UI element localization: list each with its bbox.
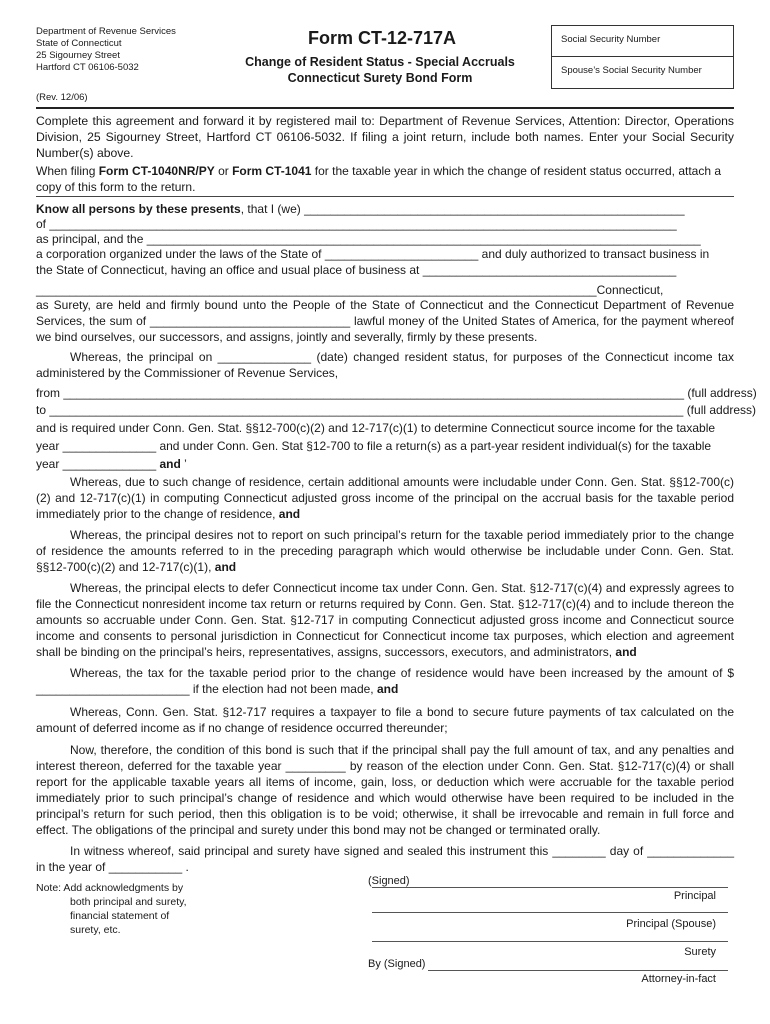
dept-line: Department of Revenue Services — [36, 26, 176, 37]
whereas-statute-paragraph: Whereas, Conn. Gen. Stat. §12-717 requires a taxpayer to file a bond to secure future payments of tax calculated on the amount of deferred income as if no change of residence occurred thereunder; — [36, 705, 734, 735]
divider — [36, 196, 734, 197]
text: Whereas, the principal elects to defer Connecticut income tax under Conn. Gen. Stat. §12-717(c)(4) and expressly agrees to file the Connecticut nonresident income tax return or returns required by Conn. Gen. Stat. §12-717(c)(4) and to include thereon the amounts so accruable under Conn. Gen. Stat. §12-717 in computing Connecticut adjusted gross income and Connecticut source income and consents to personal jurisdiction in Connecticut for Connecticut income tax purposes, which election and agreement shall be binding on the principal’s heirs, representatives, assigns, successors, executors, and administrators, — [36, 581, 734, 659]
bond-line-of[interactable]: of ______________________________________________________________________________________________ — [36, 217, 677, 231]
note-line: surety, etc. — [70, 924, 121, 936]
surety-signature-line[interactable] — [372, 941, 728, 942]
principal-signature-line[interactable] — [372, 887, 728, 888]
dept-line: State of Connecticut — [36, 38, 122, 49]
required-line-1: and is required under Conn. Gen. Stat. §§12-700(c)(2) and 12-717(c)(1) to determine Connecticut source income for the taxable — [36, 421, 716, 435]
text: year ______________ — [36, 457, 160, 471]
conjunction: and — [615, 645, 637, 659]
text: or — [214, 164, 233, 178]
spouse-ssn-field[interactable] — [552, 57, 733, 88]
bond-line-state[interactable]: a corporation organized under the laws of the State of _______________________ and duly authorized to transact business in — [36, 247, 710, 261]
filing-instructions — [36, 163, 734, 195]
from-address-line[interactable]: from _____________________________________________________________________________________________ (full address) — [36, 386, 757, 400]
revision-date: (Rev. 12/06) — [36, 92, 88, 103]
ssn-box — [551, 25, 734, 89]
surety-paragraph: as Surety, are held and firmly bound unto the People of the State of Connecticut and the Connecticut Department of Revenue Services, the sum of ______________________________ lawful money of the United States of America, for the payment whereof we bind ourselves, our successors, and assigns, jointly and severally, firmly by these presents. — [36, 298, 734, 344]
note-line: Note: Add acknowledgments by — [36, 882, 184, 894]
note-line: financial statement of — [70, 910, 170, 922]
whereas-not-report-paragraph — [36, 527, 734, 575]
text: , that I (we) _________________________________________________________ — [240, 202, 685, 216]
form-subtitle — [220, 54, 540, 86]
principal-spouse-label: Principal (Spouse) — [626, 918, 716, 930]
whereas-elects-paragraph — [36, 580, 734, 660]
ssn-field[interactable] — [552, 26, 733, 57]
conjunction: and — [214, 560, 237, 574]
text: for the taxable year in which the change of resident status occurred, attach a copy of this form to the return. — [36, 164, 722, 194]
attorney-signature-line[interactable] — [428, 970, 728, 971]
to-address-line[interactable]: to _______________________________________________________________________________________________ (full address) — [36, 403, 757, 417]
subtitle-line-1: Change of Resident Status - Special Accruals — [245, 55, 515, 69]
spouse-signature-line[interactable] — [372, 912, 728, 913]
form-title: Form CT-12-717A — [308, 28, 457, 48]
text: Whereas, the principal desires not to report on such principal’s return for the taxable period immediately prior to the change of residence the amounts referred to in the preceding paragraph which would otherwise be includable under Conn. Gen. Stat. §§12-700(c)(2) and 12-717(c)(1), — [36, 528, 734, 574]
department-address — [36, 26, 176, 74]
surety-label: Surety — [684, 946, 716, 958]
note-line: both principal and surety, — [70, 896, 187, 908]
form-reference: Form CT-1040NR/PY — [98, 164, 215, 178]
by-signed-label: By (Signed) — [368, 958, 426, 970]
bond-line-business[interactable]: the State of Connecticut, having an office and usual place of business at ______________________________________ — [36, 263, 677, 277]
divider — [36, 107, 734, 109]
required-line-2[interactable]: year ______________ and under Conn. Gen. Stat §12-700 to file a return(s) as a part-year resident individual(s) for the taxable — [36, 439, 712, 453]
signed-label: (Signed) — [368, 875, 410, 887]
bond-line-surety[interactable]: as principal, and the ___________________________________________________________________________________ — [36, 232, 701, 246]
whereas-date-paragraph: Whereas, the principal on ______________ (date) changed resident status, for purposes of the Connecticut income tax administered by the Commissioner of Revenue Services, — [36, 350, 734, 380]
dept-line: Hartford CT 06106-5032 — [36, 62, 139, 73]
conjunction: and — [278, 507, 301, 521]
principal-label: Principal — [673, 890, 716, 902]
text: ’ — [180, 457, 187, 471]
spouse-ssn-label: Spouse’s Social Security Number — [561, 65, 702, 76]
text: Whereas, the tax for the taxable period prior to the change of residence would have been increased by the amount of $ _______________________ if the election had not been made, — [36, 666, 734, 696]
form-reference: Form CT-1041 — [232, 164, 312, 178]
text: When filing — [36, 164, 99, 178]
attorney-label: Attorney-in-fact — [641, 973, 716, 985]
whereas-amount-paragraph — [36, 665, 734, 697]
conjunction: and — [159, 457, 181, 471]
conjunction: and — [376, 682, 399, 696]
bond-heading: Know all persons by these presents — [36, 202, 241, 216]
acknowledgment-note — [36, 881, 187, 937]
dept-line: 25 Sigourney Street — [36, 50, 120, 61]
ssn-label: Social Security Number — [561, 34, 661, 45]
subtitle-line-2: Connecticut Surety Bond Form — [287, 71, 473, 85]
condition-paragraph: Now, therefore, the condition of this bond is such that if the principal shall pay the full amount of tax, and any penalties and interest thereon, deferred for the taxable year _________ by reason of the election under Conn. Gen. Stat. §12-717(c)(4) or shall report for the applicable taxable years all items of income, gain, loss, or deduction which were accruable for the taxable period immediately prior to such principal’s change of residence and which would otherwise have been required to be included in the principal’s return for such period, then this obligation is to be void; otherwise, it shall be irrevocable and remain in full force and effect. The obligations of the principal and surety under this bond may not be changed or terminated orally. — [36, 743, 734, 837]
instructions-paragraph: Complete this agreement and forward it by registered mail to: Department of Revenue Services, Attention: Director, Operations Division, 25 Sigourney Street, Hartford CT 06106-5032. If filing a joint return, include both names. Enter your Social Security Number(s) above. — [36, 114, 734, 160]
required-line-3[interactable] — [36, 457, 734, 471]
bond-line-address[interactable]: ____________________________________________________________________________________Connecticut, — [36, 283, 664, 297]
witness-paragraph: In witness whereof, said principal and surety have signed and sealed this instrument this ________ day of _____________ in the year of ___________ . — [36, 844, 734, 874]
text: Whereas, due to such change of residence, certain additional amounts were includable under Conn. Gen. Stat. §§12-700(c)(2) and 12-717(c)(1) in computing Connecticut adjusted gross income of the principal on the accrual basis for the taxable period immediately prior to the change of residence, — [36, 475, 734, 521]
whereas-includable-paragraph — [36, 474, 734, 522]
bond-line-principal[interactable] — [36, 202, 734, 216]
